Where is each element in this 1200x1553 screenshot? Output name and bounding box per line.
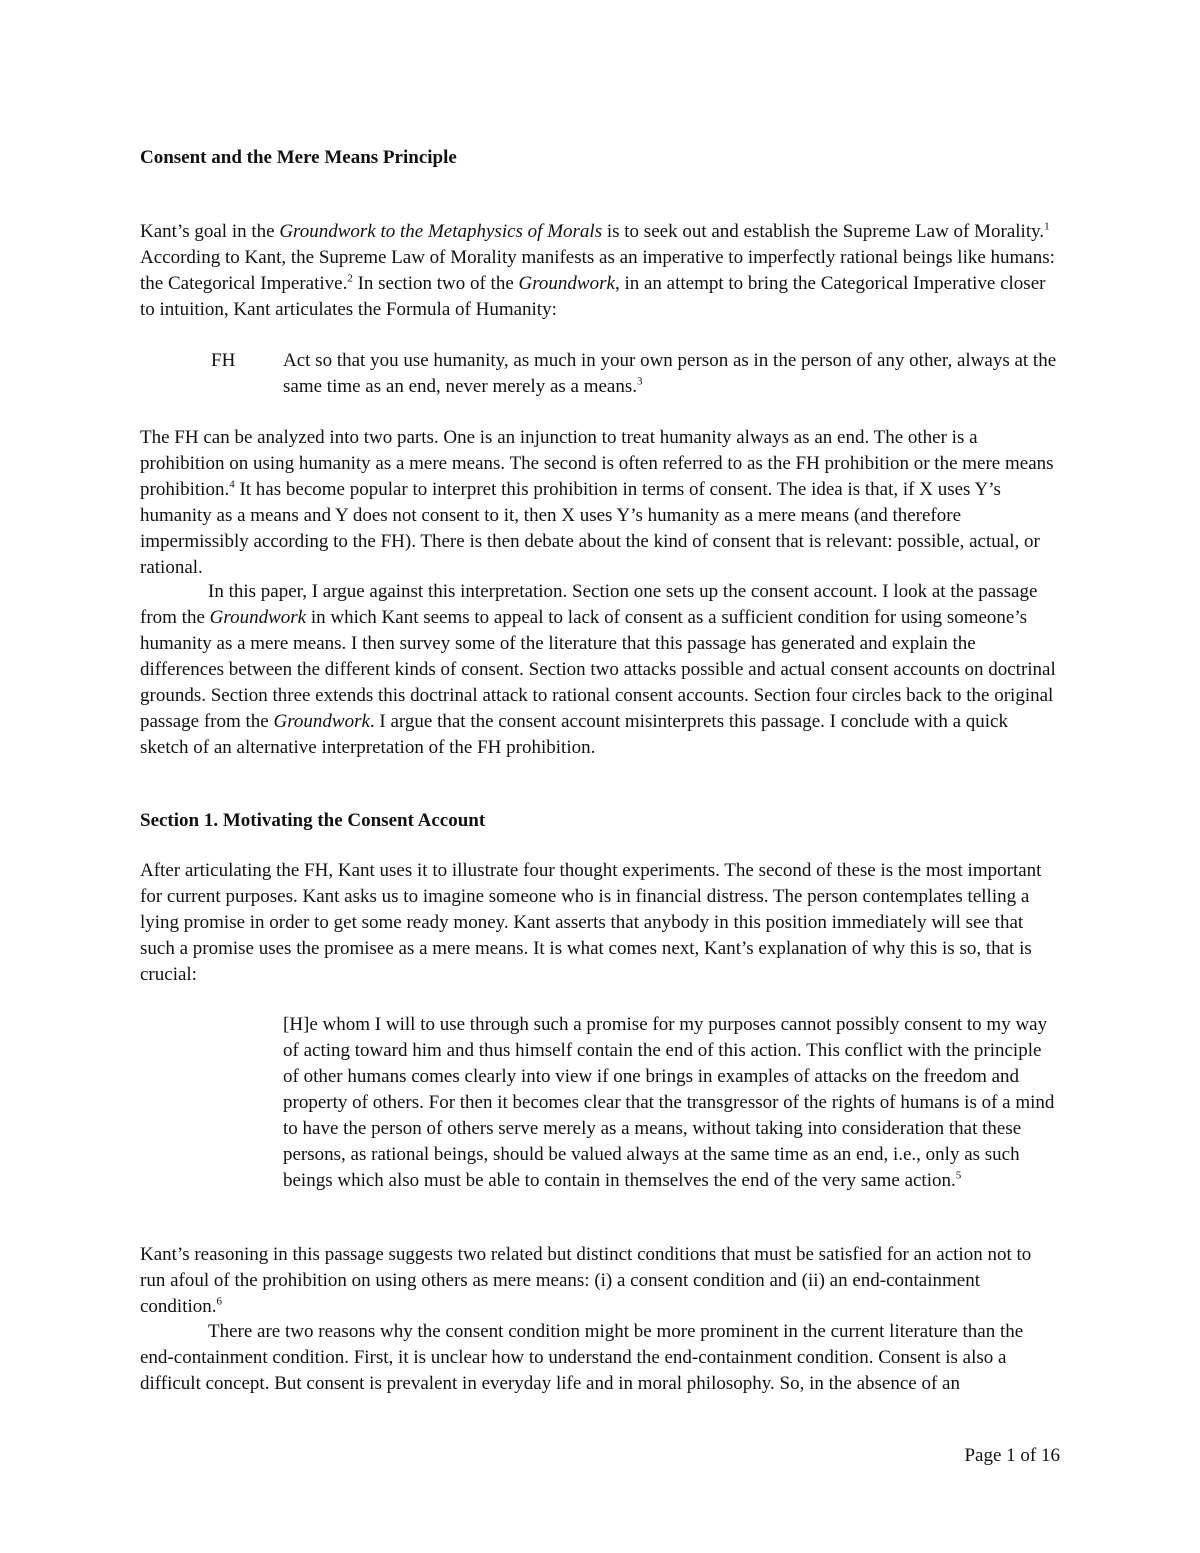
work-title: Groundwork to the Metaphysics of Morals (279, 221, 603, 242)
text-run: Kant’s goal in the (140, 221, 280, 242)
text-run: Act so that you use humanity, as much in your own person as in the person of any other, always at the same time as an end, never merely as a means. (283, 350, 1057, 397)
text-run: The FH can be analyzed into two parts. One is an injunction to treat humanity always as an end. The other is a prohibition on using humanity as a mere means. The second is often referred to as the FH prohibition or the mere means prohibition. (140, 427, 1054, 500)
text-run: In section two of the (352, 273, 519, 294)
text-run: , in an attempt to bring the Categorical Imperative closer to intuition, Kant articulates the Formula of Humanity: (140, 273, 1046, 320)
work-title: Groundwork (518, 273, 615, 294)
footnote-marker[interactable]: 5 (955, 1169, 962, 1182)
section-1-paragraph-3: There are two reasons why the consent condition might be more prominent in the current literature than the end-containment condition. First, it is unclear how to understand the end-containment condition. Consent is also a difficult concept. But consent is prevalent in everyday life and in moral philosophy. So, in the absence of an (140, 1321, 1024, 1394)
footnote-marker[interactable]: 4 (229, 478, 235, 491)
footnote-marker[interactable]: 6 (216, 1295, 223, 1308)
text-run: It has become popular to interpret this prohibition in terms of consent. The idea is that, if X uses Y’s humanity as a means and Y does not consent to it, then X uses Y’s humanity as a mere means (and therefore impermissibly according to the FH). There is then debate about the kind of consent that is relevant: possible, actual, or rational. (140, 479, 1040, 578)
text-run: is to seek out and establish the Supreme Law of Morality. (602, 221, 1045, 242)
footnote-marker[interactable]: 3 (637, 375, 643, 388)
intro-paragraph-1 (140, 219, 1058, 323)
formula-label: FH (211, 350, 236, 371)
footnote-marker[interactable]: 1 (1044, 220, 1050, 233)
text-run: Kant’s reasoning in this passage suggests two related but distinct conditions that must be satisfied for an action not to run afoul of the prohibition on using others as mere means: (i) a consent condition and (ii) an end-containment condition. (140, 1244, 1032, 1317)
work-title: Groundwork (209, 607, 307, 628)
quote-text: [H]e whom I will to use through such a promise for my purposes cannot possibly consent to my way of acting toward him and thus himself contain the end of this action. This conflict with the principle of other humans comes clearly into view if one brings in examples of attacks on the freedom and property of others. For then it becomes clear that the transgressor of the rights of humans is of a mind to have the person of others serve merely as a means, without taking into consideration that these persons, as rational beings, should be valued always at the same time as an end, i.e., only as such beings which also must be able to contain in themselves the end of the very same action. (283, 1014, 1055, 1191)
kant-block-quote (283, 1012, 1058, 1194)
section-1-paragraph-2 (140, 1242, 1058, 1320)
text-run: In this paper, I argue against this interpretation. Section one sets up the consent account. I look at the passage from the (140, 581, 1038, 628)
work-title: Groundwork (273, 711, 370, 732)
formula-text (283, 348, 1063, 400)
text-run: in which Kant seems to appeal to lack of consent as a sufficient condition for using someone’s humanity as a mere means. I then survey some of the literature that this passage has generated and explain the differences between the different kinds of consent. Section two attacks possible and actual consent accounts on doctrinal grounds. Section three extends this doctrinal attack to rational consent accounts. Section four circles back to the original passage from the (140, 607, 1056, 732)
intro-paragraph-3 (140, 579, 1058, 761)
intro-paragraph-2 (140, 425, 1058, 581)
text-run: According to Kant, the Supreme Law of Morality manifests as an imperative to imperfectly rational beings like humans: the Categorical Imperative. (140, 247, 1055, 294)
page-number: Page 1 of 16 (964, 1445, 1060, 1466)
section-1-heading: Section 1. Motivating the Consent Account (140, 810, 486, 831)
paper-title: Consent and the Mere Means Principle (140, 147, 457, 168)
footnote-marker[interactable]: 2 (347, 272, 353, 285)
text-run: . I argue that the consent account misinterprets this passage. I conclude with a quick sketch of an alternative interpretation of the FH prohibition. (140, 711, 1008, 758)
section-1-paragraph-1: After articulating the FH, Kant uses it to illustrate four thought experiments. The second of these is the most important for current purposes. Kant asks us to imagine someone who is in financial distress. The person contemplates telling a lying promise in order to get some ready money. Kant asserts that anybody in this position immediately will see that such a promise uses the promisee as a mere means. It is what comes next, Kant’s explanation of why this is so, that is crucial: (140, 860, 1042, 985)
